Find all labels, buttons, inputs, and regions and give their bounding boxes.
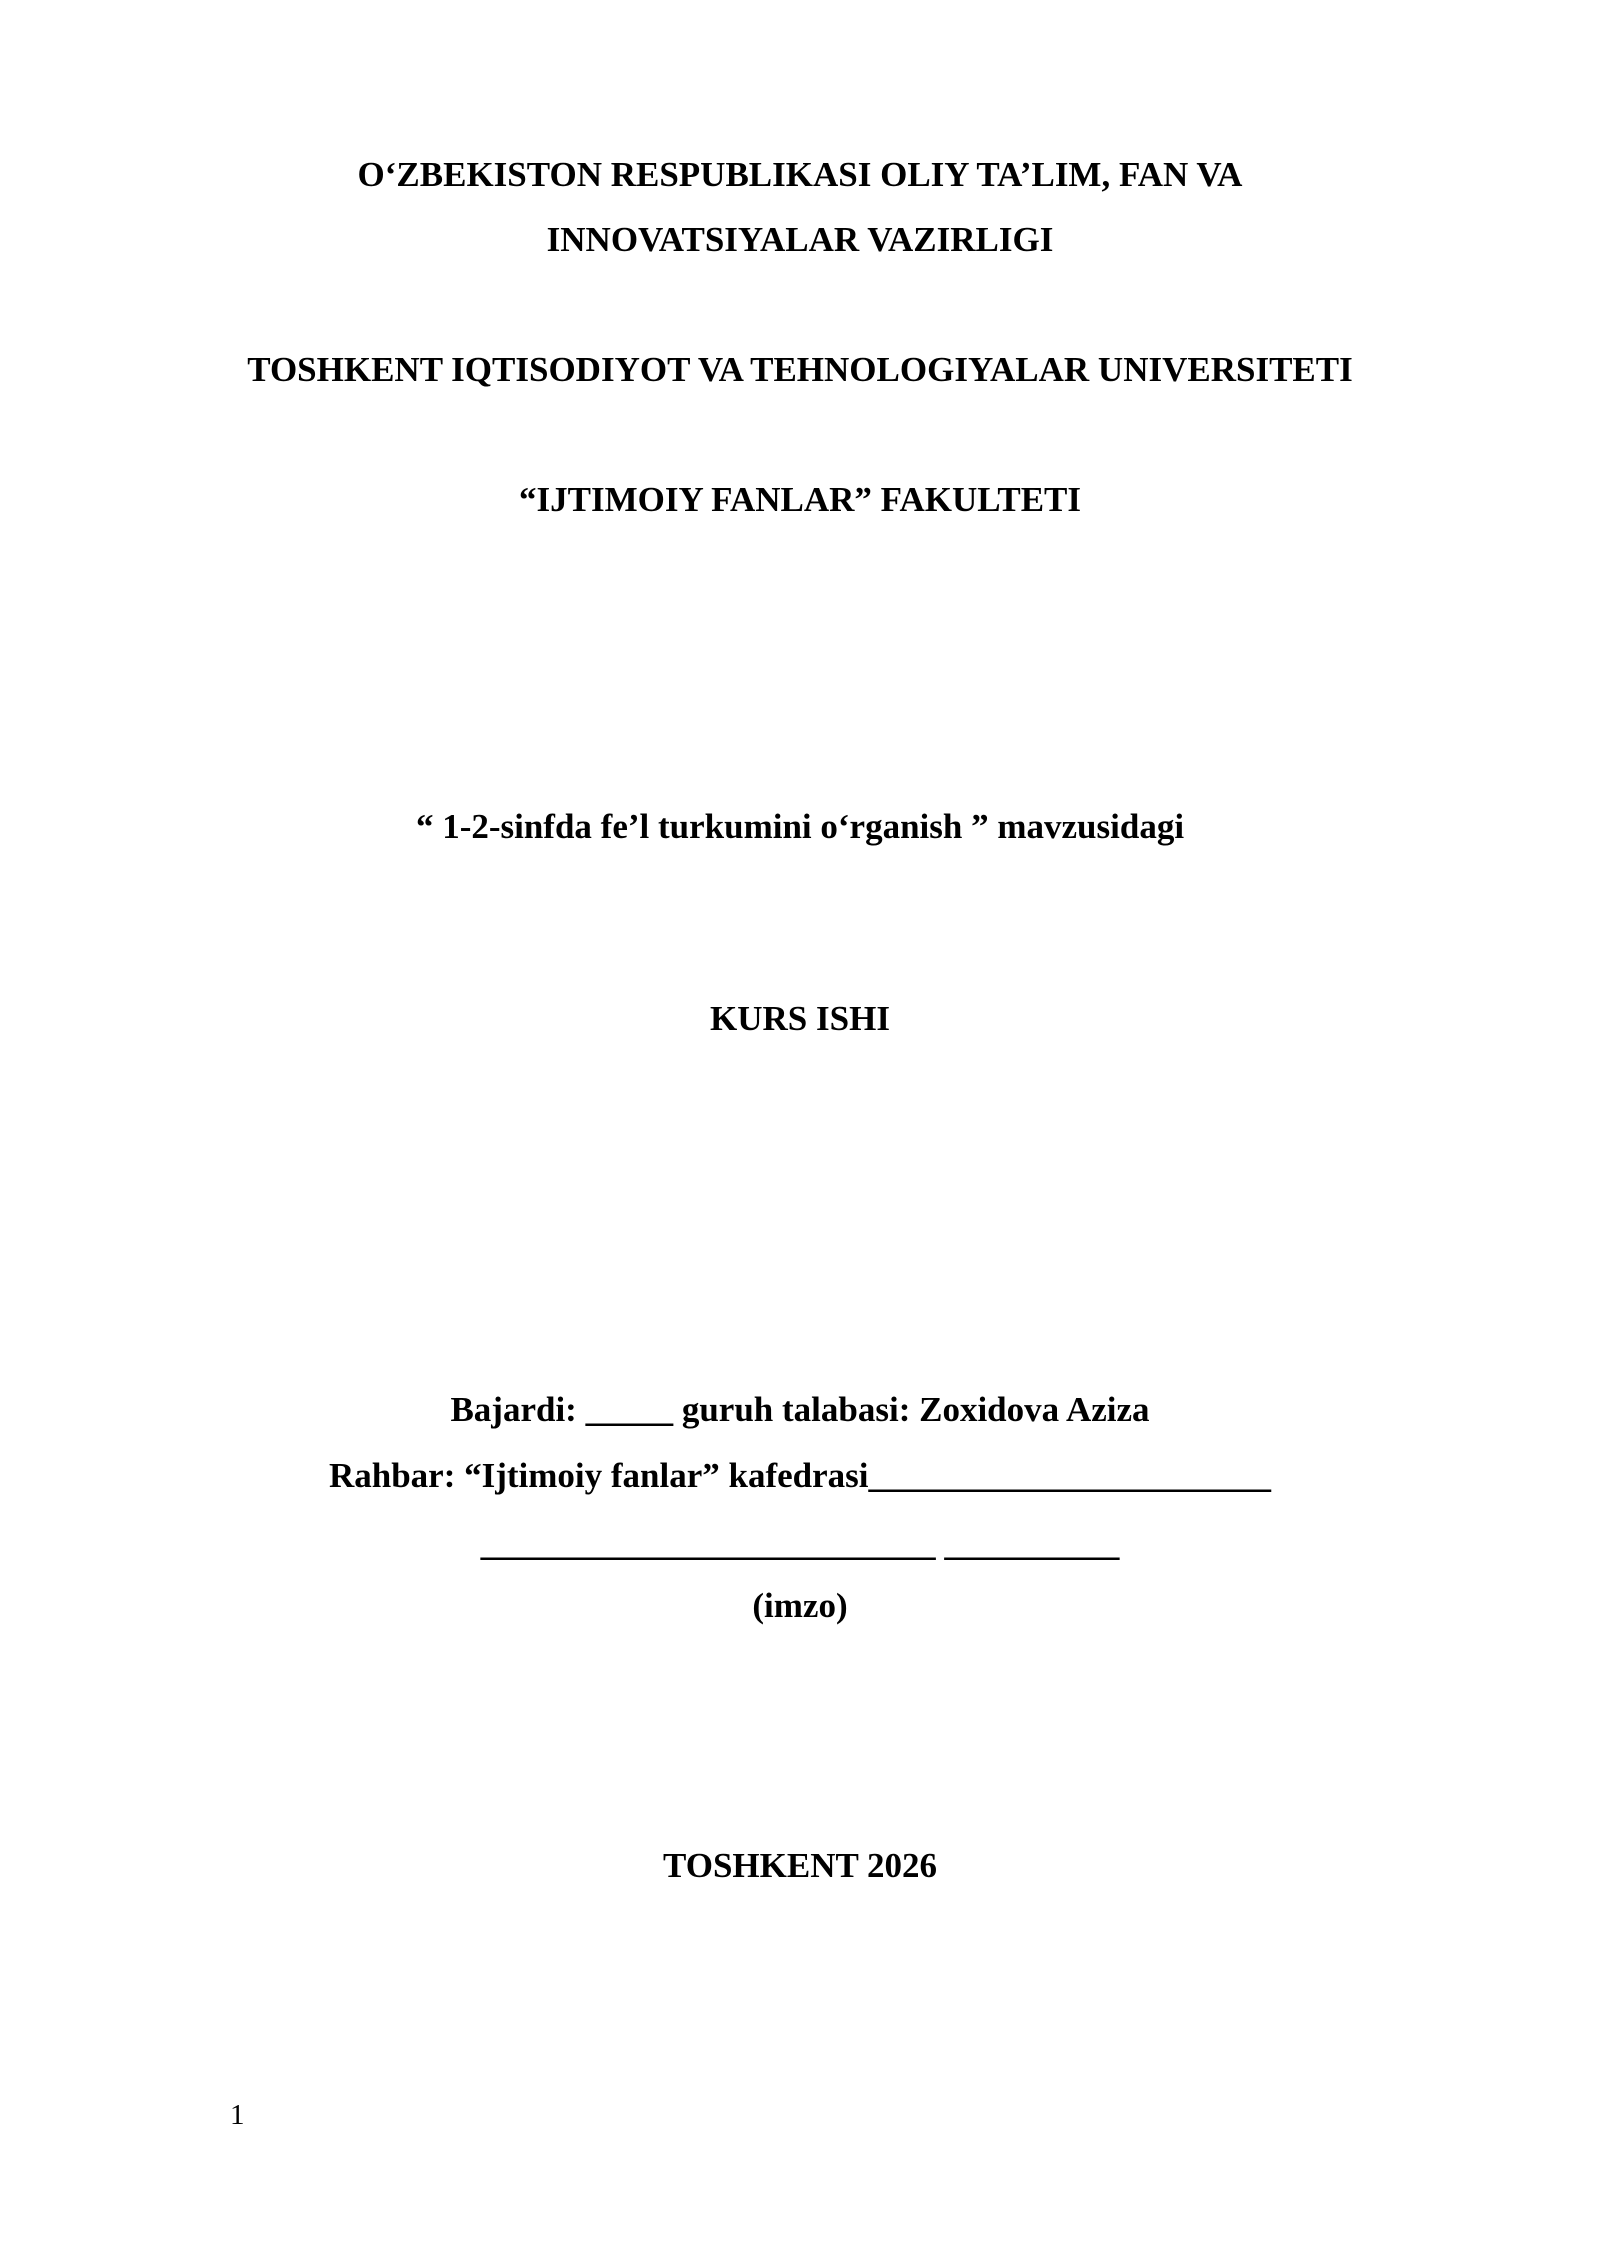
page-number: 1 bbox=[230, 2099, 245, 2131]
faculty-name: “IJTIMOIY FANLAR” FAKULTETI bbox=[518, 480, 1082, 519]
signature-label: (imzo) bbox=[752, 1586, 848, 1625]
course-work-topic: “ 1-2-sinfda fe’l turkumini o‘rganish ” mavzusidagi bbox=[415, 807, 1185, 846]
ministry-title-line2: INNOVATSIYALAR VAZIRLIGI bbox=[546, 220, 1054, 259]
city-year: TOSHKENT 2026 bbox=[663, 1846, 937, 1885]
course-work-type: KURS ISHI bbox=[710, 999, 890, 1038]
performer-line: Bajardi: _____ guruh talabasi: Zoxidova Aziza bbox=[450, 1390, 1150, 1429]
ministry-title-line1: O‘ZBEKISTON RESPUBLIKASI OLIY TA’LIM, FAN VA bbox=[357, 155, 1243, 194]
supervisor-line: Rahbar: “Ijtimoiy fanlar” kafedrasi_______________________ bbox=[328, 1456, 1272, 1495]
university-name: TOSHKENT IQTISODIYOT VA TEHNOLOGIYALAR UNIVERSITETI bbox=[247, 350, 1353, 389]
signature-lines: __________________________ __________ bbox=[480, 1524, 1120, 1563]
